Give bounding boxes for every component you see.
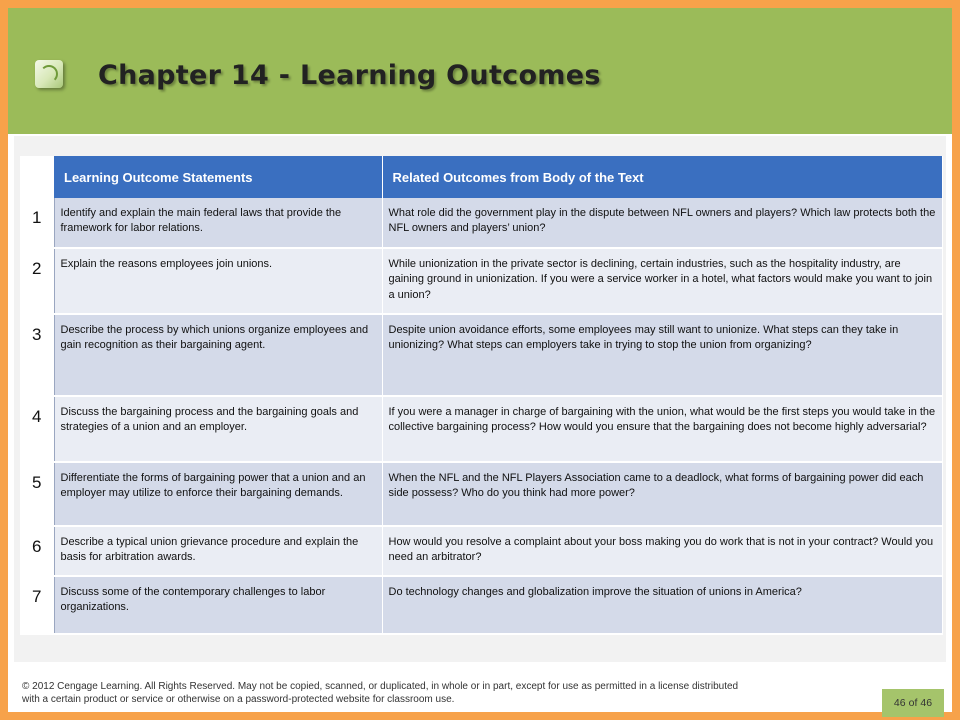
table-row (20, 396, 942, 462)
related-outcome: When the NFL and the NFL Players Association came to a deadlock, what forms of bargaining power did each side possess? Who do you think had more power? (382, 462, 942, 526)
page-title: Chapter 14 - Learning Outcomes (98, 60, 601, 91)
row-number: 2 (20, 248, 54, 314)
row-number: 3 (20, 314, 54, 396)
row-number: 6 (20, 526, 54, 576)
header-band (8, 8, 952, 134)
slide-bullet-icon (35, 60, 63, 88)
table-row (20, 314, 942, 396)
outcome-statement: Discuss some of the contemporary challenges to labor organizations. (54, 576, 382, 634)
column-header-related: Related Outcomes from Body of the Text (382, 156, 942, 198)
page-current: 46 (893, 697, 906, 709)
table-row (20, 198, 942, 248)
row-number: 5 (20, 462, 54, 526)
number-column-header (20, 156, 54, 198)
related-outcome: Despite union avoidance efforts, some employees may still want to unionize. What steps can they take in unionizing? What steps can employers take in trying to stop the union from organizing? (382, 314, 942, 396)
column-header-statements: Learning Outcome Statements (54, 156, 382, 198)
table-header-row (20, 156, 942, 198)
related-outcome: While unionization in the private sector is declining, certain industries, such as the hospitality industry, are gaining ground in unionization. If you were a service worker in a hotel, what factors would make you want to join a union? (382, 248, 942, 314)
copyright-notice: © 2012 Cengage Learning. All Rights Reserved. May not be copied, scanned, or duplicated, in whole or in part, except for use as permitted in a license distributed with a certain product or service or otherwise on a password-protected website for classroom use. (22, 681, 739, 705)
related-outcome: What role did the government play in the dispute between NFL owners and players? Which law protects both the NFL owners and players’ union? (382, 198, 942, 248)
related-outcome: Do technology changes and globalization improve the situation of unions in America? (382, 576, 942, 634)
related-outcome: If you were a manager in charge of bargaining with the union, what would be the first steps you would take in the collective bargaining process? How would you ensure that the bargaining does not become highly adversarial? (382, 396, 942, 462)
table-row (20, 576, 942, 634)
outcome-statement: Describe a typical union grievance procedure and explain the basis for arbitration awards. (54, 526, 382, 576)
related-outcome: How would you resolve a complaint about your boss making you do work that is not in your contract? Would you need an arbitrator? (382, 526, 942, 576)
row-number: 7 (20, 576, 54, 634)
table-row (20, 526, 942, 576)
outcome-statement: Differentiate the forms of bargaining power that a union and an employer may utilize to enforce their bargaining demands. (54, 462, 382, 526)
page-total: 46 (920, 697, 933, 709)
page-of: of (908, 697, 918, 709)
row-number: 1 (20, 198, 54, 248)
outcome-statement: Explain the reasons employees join unions. (54, 248, 382, 314)
outcome-statement: Identify and explain the main federal laws that provide the framework for labor relations. (54, 198, 382, 248)
table-row (20, 248, 942, 314)
page-indicator (882, 689, 944, 717)
table-row (20, 462, 942, 526)
outcome-statement: Describe the process by which unions organize employees and gain recognition as their bargaining agent. (54, 314, 382, 396)
outcome-statement: Discuss the bargaining process and the bargaining goals and strategies of a union and an employer. (54, 396, 382, 462)
learning-outcomes-table (20, 156, 943, 635)
row-number: 4 (20, 396, 54, 462)
slide (8, 8, 952, 712)
